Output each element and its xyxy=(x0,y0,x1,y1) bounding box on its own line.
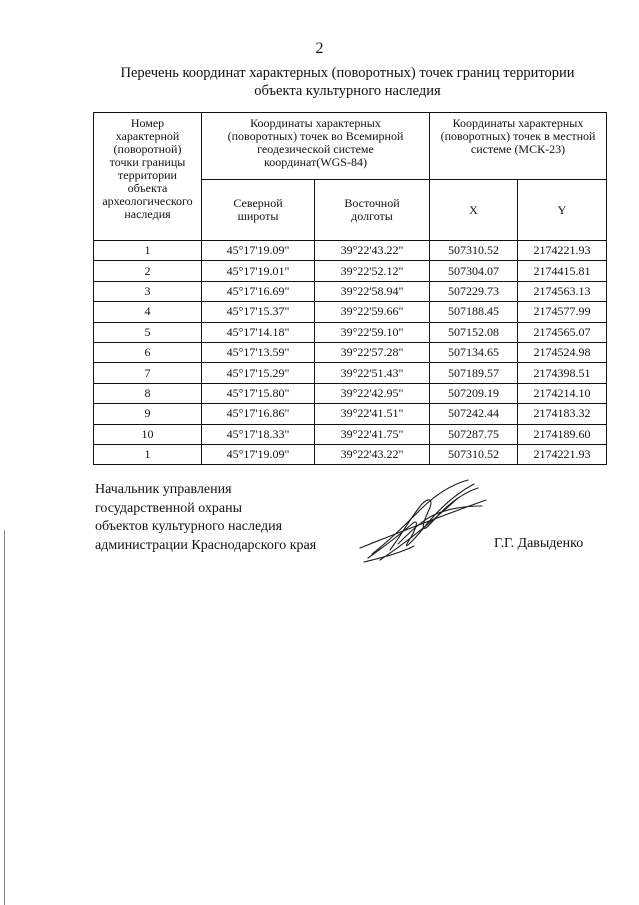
cell-longitude: 39°22'42.95" xyxy=(315,383,430,403)
document-title-line-2: объекта культурного наследия xyxy=(254,83,441,99)
cell-latitude: 45°17'18.33" xyxy=(202,424,315,444)
table-row xyxy=(94,404,607,424)
cell-latitude: 45°17'16.86" xyxy=(202,404,315,424)
header-line: системе (МСК-23) xyxy=(470,142,566,156)
cell-y: 2174415.81 xyxy=(518,261,607,281)
cell-point-number: 7 xyxy=(94,363,202,383)
header-line: Номер xyxy=(130,116,165,130)
cell-point-number: 3 xyxy=(94,281,202,301)
cell-latitude: 45°17'13.59" xyxy=(202,342,315,362)
cell-y: 2174577.99 xyxy=(518,302,607,322)
cell-y: 2174565.07 xyxy=(518,322,607,342)
cell-latitude: 45°17'15.80" xyxy=(202,383,315,403)
document-title-line-1: Перечень координат характерных (поворотных) точек границ территории xyxy=(120,65,575,81)
table-row xyxy=(94,363,607,383)
cell-longitude: 39°22'57.28" xyxy=(315,342,430,362)
table-row xyxy=(94,342,607,362)
cell-y: 2174221.93 xyxy=(518,444,607,464)
cell-point-number: 9 xyxy=(94,404,202,424)
coordinates-table xyxy=(93,112,607,465)
cell-longitude: 39°22'41.75" xyxy=(315,424,430,444)
cell-x: 507189.57 xyxy=(430,363,518,383)
cell-longitude: 39°22'41.51" xyxy=(315,404,430,424)
cell-x: 507287.75 xyxy=(430,424,518,444)
cell-x: 507310.52 xyxy=(430,444,518,464)
cell-latitude: 45°17'19.09" xyxy=(202,241,315,261)
cell-point-number: 10 xyxy=(94,424,202,444)
cell-longitude: 39°22'58.94" xyxy=(315,281,430,301)
header-line: геодезической системе xyxy=(257,142,374,156)
cell-latitude: 45°17'15.29" xyxy=(202,363,315,383)
header-line: долготы xyxy=(351,209,393,223)
cell-latitude: 45°17'19.01" xyxy=(202,261,315,281)
cell-y: 2174214.10 xyxy=(518,383,607,403)
header-east-longitude xyxy=(315,180,430,241)
cell-y: 2174221.93 xyxy=(518,241,607,261)
cell-point-number: 5 xyxy=(94,322,202,342)
header-line: (поворотных) точек в местной xyxy=(440,129,596,143)
cell-longitude: 39°22'59.66" xyxy=(315,302,430,322)
header-line: Восточной xyxy=(344,196,400,210)
header-wgs84-group xyxy=(202,113,430,180)
table-row xyxy=(94,322,607,342)
header-line: Координаты характерных xyxy=(250,116,381,130)
cell-point-number: 8 xyxy=(94,383,202,403)
cell-longitude: 39°22'52.12" xyxy=(315,261,430,281)
header-x: X xyxy=(430,180,518,241)
cell-x: 507209.19 xyxy=(430,383,518,403)
cell-y: 2174189.60 xyxy=(518,424,607,444)
cell-latitude: 45°17'15.37" xyxy=(202,302,315,322)
cell-point-number: 1 xyxy=(94,241,202,261)
cell-y: 2174183.32 xyxy=(518,404,607,424)
cell-point-number: 2 xyxy=(94,261,202,281)
cell-point-number: 1 xyxy=(94,444,202,464)
signatory-position-line: государственной охраны xyxy=(95,500,243,516)
cell-point-number: 4 xyxy=(94,302,202,322)
cell-longitude: 39°22'51.43" xyxy=(315,363,430,383)
cell-longitude: 39°22'59.10" xyxy=(315,322,430,342)
cell-latitude: 45°17'14.18" xyxy=(202,322,315,342)
table-row xyxy=(94,444,607,464)
signatory-position-line: объектов культурного наследия xyxy=(95,519,283,534)
document-title xyxy=(60,64,635,100)
cell-y: 2174524.98 xyxy=(518,342,607,362)
header-north-latitude xyxy=(202,180,315,241)
signatory-position-line: администрации Краснодарского края xyxy=(95,537,317,553)
cell-x: 507229.73 xyxy=(430,281,518,301)
header-point-number xyxy=(94,113,202,241)
signatory-position xyxy=(95,481,316,555)
cell-x: 507134.65 xyxy=(430,342,518,362)
cell-y: 2174563.13 xyxy=(518,281,607,301)
table-row xyxy=(94,383,607,403)
cell-longitude: 39°22'43.22" xyxy=(315,241,430,261)
header-line: территории xyxy=(118,168,177,182)
signatory-position-line: Начальник управления xyxy=(95,482,232,497)
cell-x: 507304.07 xyxy=(430,261,518,281)
table-row xyxy=(94,261,607,281)
cell-latitude: 45°17'16.69" xyxy=(202,281,315,301)
handwritten-signature xyxy=(350,470,490,570)
header-line: широты xyxy=(237,209,279,223)
cell-latitude: 45°17'19.09" xyxy=(202,444,315,464)
header-msk23-group xyxy=(430,113,607,180)
header-line: Северной xyxy=(233,196,283,210)
table-row xyxy=(94,302,607,322)
signatory-name: Г.Г. Давыденко xyxy=(494,536,584,551)
header-line: объекта xyxy=(127,181,168,195)
cell-y: 2174398.51 xyxy=(518,363,607,383)
table-row xyxy=(94,424,607,444)
cell-longitude: 39°22'43.22" xyxy=(315,444,430,464)
header-line: характерной xyxy=(115,129,180,143)
table-row xyxy=(94,241,607,261)
cell-x: 507310.52 xyxy=(430,241,518,261)
header-line: точки границы xyxy=(109,155,186,169)
header-line: координат(WGS-84) xyxy=(264,155,367,169)
cell-point-number: 6 xyxy=(94,342,202,362)
cell-x: 507242.44 xyxy=(430,404,518,424)
page-number: 2 xyxy=(315,40,324,57)
table-row xyxy=(94,281,607,301)
cell-x: 507152.08 xyxy=(430,322,518,342)
header-line: археологического xyxy=(102,194,193,208)
header-line: Координаты характерных xyxy=(452,116,584,130)
header-line: наследия xyxy=(124,207,171,221)
cell-x: 507188.45 xyxy=(430,302,518,322)
header-y: Y xyxy=(518,180,607,241)
scan-margin-line xyxy=(4,530,5,905)
header-line: (поворотных) точек во Всемирной xyxy=(227,129,404,143)
header-line: (поворотной) xyxy=(113,142,182,156)
